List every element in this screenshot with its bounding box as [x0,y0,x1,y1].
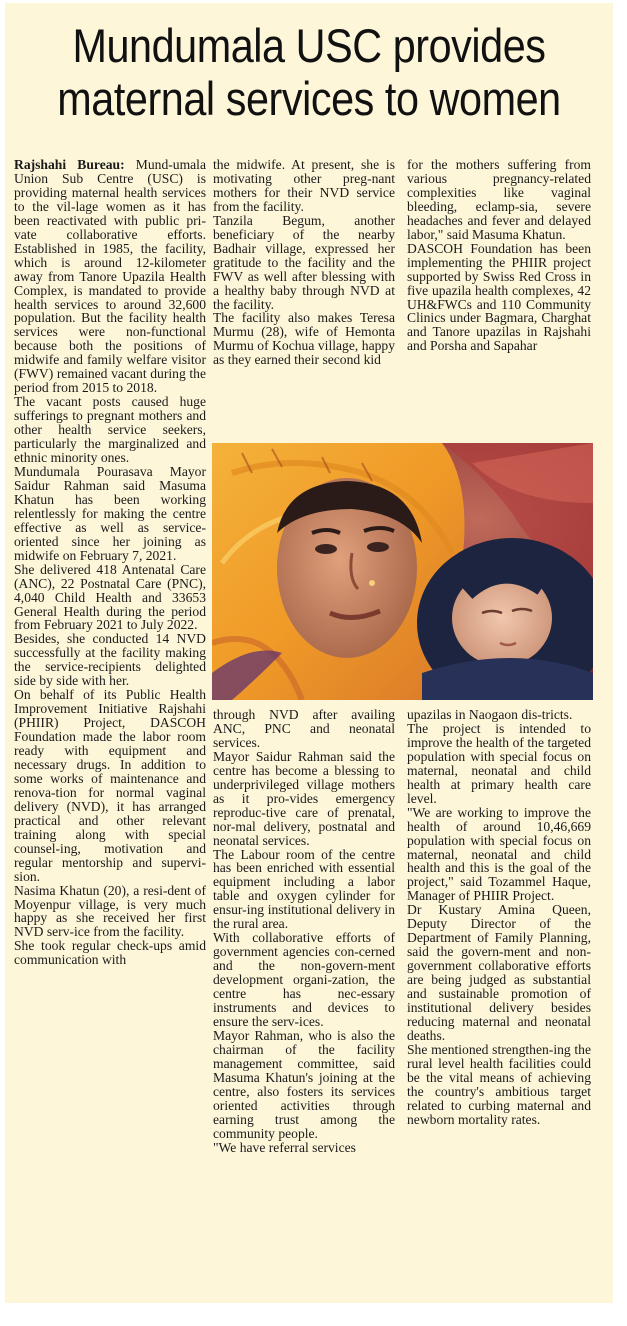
paragraph: Mayor Rahman, who is also the chairman of the facility management committee, said Masuma Khatun's joining at the centre, also fosters its services oriented activities through earning trust among the community people. [213,1027,395,1141]
paragraph: the midwife. At present, she is motivating other preg-nant mothers for their NVD service from the facility. [213,157,395,214]
paragraph [14,158,206,395]
column-1 [14,158,206,967]
column-2-top [213,158,395,367]
mother-and-newborn-photo [212,443,593,700]
paragraph: "We have referral services [213,1139,356,1155]
headline-line-1: Mundumala USC provides [72,19,546,72]
bureau-dateline: Rajshahi Bureau: [14,157,125,172]
column-3-bottom [407,708,591,1127]
paragraph: Mayor Saidur Rahman said the centre has become a blessing to underprivileged village mothers as it pro-vides emergency reproduc-tive care of prenatal, nor-mal delivery, postnatal and neonatal services. [213,748,395,848]
paragraph: DASCOH Foundation has been implementing the PHIIR project supported by Swiss Red Cross in five upazila health complexes, 42 UH&FWCs and 110 Community Clinics under Bagmara, Charghat and Tanore upazilas in Rajshahi and Porsha and Sapahar [407,240,591,354]
paragraph: upazilas in Naogaon dis-tricts. [407,707,573,722]
photo-illustration [212,443,593,700]
paragraph: for the mothers suffering from various pregnancy-related complexities like vaginal bleeding, eclamp-sia, severe headaches and fever and delayed labor," said Masuma Khatun. [407,157,591,242]
paragraph: She took regular check-ups amid communication with [14,938,206,968]
paragraph: Nasima Khatun (20), a resi-dent of Moyenpur village, is very much happy as she received her first NVD serv-ice from the facility. [14,882,206,940]
paragraph-text: Mund-umala Union Sub Centre (USC) is providing maternal health services to the vil-lage women as it has been reactivated with public pri-vate collaborative efforts. Established in 1985, the facility, which is around 12-kilometer away from Tanore Upazila Health Complex, is mandated to provide health services to around 32,600 population. But the facility health services were non-functional because both the positions of midwife and family welfare visitor (FWV) remained vacant during the period from 2015 to 2018. [14,157,206,396]
paragraph: The vacant posts caused huge sufferings to pregnant mothers and other health service seekers, particularly the marginalized and ethnic minority ones. [14,394,206,466]
paragraph: The facility also makes Teresa Murmu (28), wife of Hemonta Murmu of Kochua village, happy as they earned their second kid [213,310,395,368]
headline [41,19,576,125]
paragraph: Dr Kustary Amina Queen, Deputy Director of the Department of Family Planning, said the govern-ment and non-government collaborative efforts are being judged as substantial and sustainable promotion of institutional delivery besides reducing maternal and neonatal deaths. [407,902,591,1043]
headline-line-2: maternal services to women [57,72,561,125]
paragraph: She delivered 418 Antenatal Care (ANC), 22 Postnatal Care (PNC), 4,040 Child Health and 33653 General Health during the period from February 2021 to July 2022. [14,561,206,633]
paragraph: She mentioned strengthen-ing the rural level health facilities could be the vital means of achieving the country's ambitious target related to curbing maternal and newborn mortality rates. [407,1041,591,1127]
paragraph: The project is intended to improve the health of the targeted population with special focus on maternal, neonatal and child health at primary health care level. [407,720,591,806]
paragraph: "We are working to improve the health of around 10,46,669 population with special focus on maternal, neonatal and child health and this is the goal of the project," said Tozammel Haque, Manager of PHIIR Project. [407,804,591,904]
column-3-top [407,158,591,353]
paragraph: The Labour room of the centre has been enriched with essential equipment including a labor table and oxygen cylinder for ensur-ing institutional delivery in the rural area. [213,846,395,932]
paragraph: With collaborative efforts of government agencies con-cerned and the non-govern-ment development organi-zation, the centre has nec-essary instruments and devices to ensure the serv-ices. [213,930,395,1029]
paragraph: On behalf of its Public Health Improvement Initiative Rajshahi (PHIIR) Project, DASCOH Foundation made the labor room ready with equipment and necessary drugs. In addition to some works of maintenance and renova-tion for normal vaginal delivery (NVD), it has arranged practical and other relevant training along with special counsel-ing, motivation and regular mentorship and supervi-sion. [14,687,206,884]
paragraph: Mundumala Pourasava Mayor Saidur Rahman said Masuma Khatun has been working relentlessly for making the centre effective as well as service-oriented since her joining as midwife on February 7, 2021. [14,463,206,563]
paragraph: through NVD after availing ANC, PNC and neonatal services. [213,707,395,750]
column-2-bottom [213,708,395,1155]
paragraph: Tanzila Begum, another beneficiary of the nearby Badhair village, expressed her gratitude to the facility and the FWV as well after blessing with a healthy baby through NVD at the facility. [213,212,395,312]
paragraph: Besides, she conducted 14 NVD successfully at the facility making the service-recipients delighted side by side with her. [14,631,206,689]
